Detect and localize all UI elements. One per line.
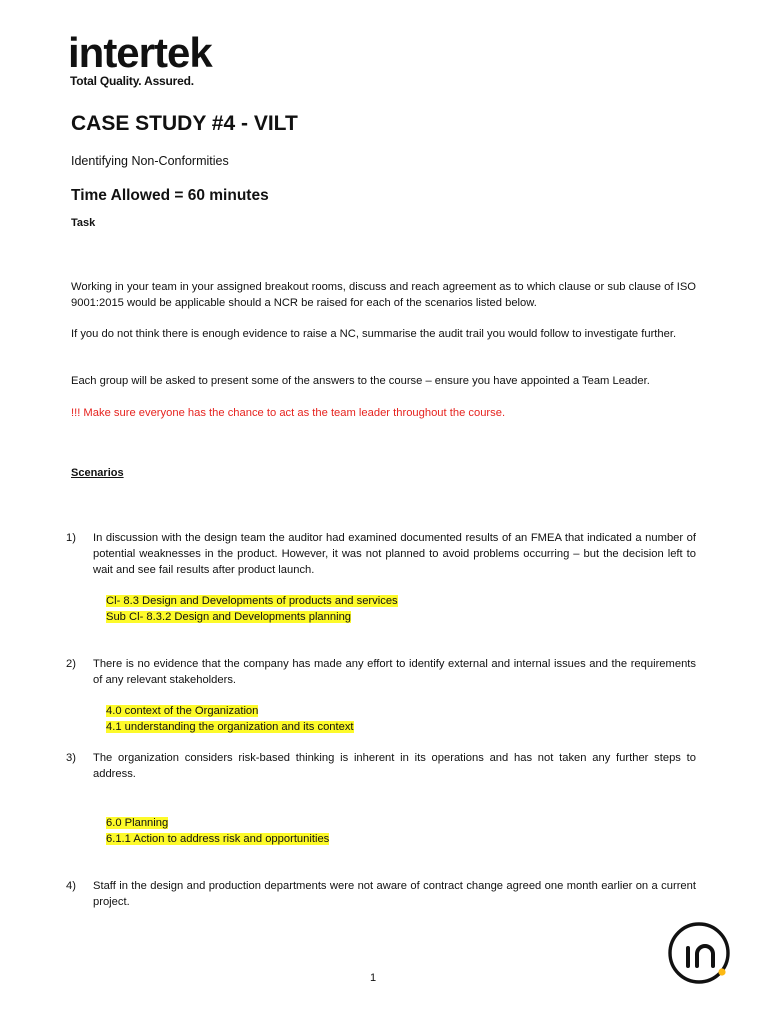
time-allowed: Time Allowed = 60 minutes [71,187,269,204]
page-title: CASE STUDY #4 - VILT [71,112,298,135]
scenario-text: There is no evidence that the company has made any effort to identify external and internal issues and the requirements of any relevant stakeholders. [93,658,696,686]
answer-highlight: 4.1 understanding the organization and its context [106,721,354,733]
instruction-paragraph: Each group will be asked to present some of the answers to the course – ensure you have appointed a Team Leader. [71,375,650,387]
scenarios-heading: Scenarios [71,467,124,479]
logo-tagline: Total Quality. Assured. [70,74,194,88]
scenario-number: 3) [66,752,76,764]
instruction-paragraph: Working in your team in your assigned breakout rooms, discuss and reach agreement as to which clause or sub clause of ISO 9001:2015 would be applicable should a NCR be raised for each of the scenarios listed below. [71,281,696,309]
task-label: Task [71,217,96,229]
warning-text: !!! Make sure everyone has the chance to act as the team leader throughout the course. [71,407,506,419]
page-number: 1 [370,972,377,984]
intertek-logo: intertek [68,29,212,76]
scenario-text: Staff in the design and production departments were not aware of contract change agreed one month earlier on a current project. [93,880,696,908]
page-subtitle: Identifying Non-Conformities [71,154,229,168]
scenario-number: 1) [66,532,76,544]
scenario-number: 4) [66,880,76,892]
answer-highlight: 6.0 Planning [106,817,169,829]
intertek-brand-icon [666,920,732,986]
instruction-paragraph: If you do not think there is enough evidence to raise a NC, summarise the audit trail you would follow to investigate further. [71,328,677,340]
answer-highlight: 6.1.1 Action to address risk and opportunities [106,833,330,845]
answer-highlight: Sub Cl- 8.3.2 Design and Developments planning [106,611,352,623]
scenario-number: 2) [66,658,76,670]
scenario-text: In discussion with the design team the auditor had examined documented results of an FMEA that indicated a number of potential weaknesses in the product. However, it was not planned to avoid problems occurring – but the decision left to wait and see fail results after product launch. [93,532,696,576]
scenario-text: The organization considers risk-based thinking is inherent in its operations and has not taken any further steps to address. [93,752,696,780]
answer-highlight: 4.0 context of the Organization [106,705,259,717]
answer-highlight: Cl- 8.3 Design and Developments of products and services [106,595,398,607]
